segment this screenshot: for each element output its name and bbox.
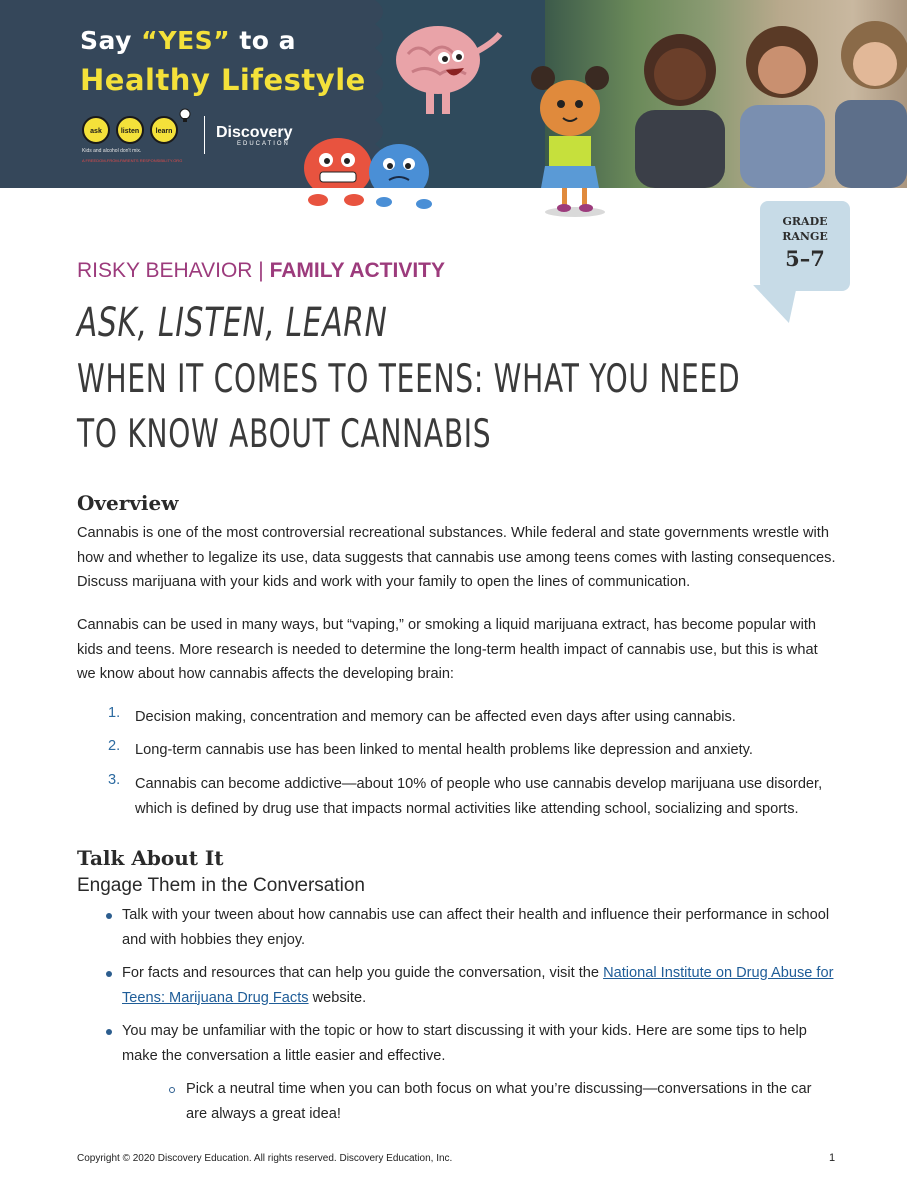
banner-headline — [80, 26, 296, 55]
bullet-text: For facts and resources that can help you guide the conversation, visit the — [122, 965, 604, 981]
partner-logos — [82, 116, 322, 166]
grade-label: GRADE — [782, 215, 828, 228]
copyright-footer: Copyright © 2020 Discovery Education. All rights reserved. Discovery Education, Inc. — [77, 1153, 453, 1164]
list-number: 3. — [108, 772, 121, 788]
overview-paragraph-2: Cannabis can be used in many ways, but “vaping,” or smoking a liquid marijuana extract, has become popular with kids and teens. More research is needed to determine the long-term health impact of cannabis use, but this is what we know about how cannabis affects the developing brain: — [77, 617, 818, 682]
girl-character-icon — [525, 64, 615, 188]
bullet-icon — [106, 971, 112, 977]
headline-say: Say — [80, 26, 142, 55]
talk-subheading: Engage Them in the Conversation — [77, 875, 365, 896]
page-title: ASK, LISTEN, LEARN — [77, 300, 388, 346]
discovery-education-label: EDUCATION — [237, 141, 290, 147]
kicker-category: RISKY BEHAVIOR — [77, 259, 253, 282]
list-item: Cannabis can become addictive—about 10% of people who use cannabis develop marijuana use disorder, which is defined by drug use that impacts normal activities like attending school, socializing and sports. — [135, 776, 823, 817]
bullet-item-resources — [122, 961, 837, 1010]
bullet-icon — [106, 1029, 112, 1035]
banner-headline-2: Healthy Lifestyle — [80, 63, 366, 97]
monster-feet-icon — [298, 188, 438, 214]
discovery-logo: Discovery — [216, 124, 293, 141]
bullet-icon — [106, 913, 112, 919]
overview-heading: Overview — [77, 491, 179, 515]
bullet-text: website. — [308, 989, 367, 1006]
grade-range-badge — [760, 201, 850, 291]
kicker-type: FAMILY ACTIVITY — [269, 259, 445, 282]
list-item: Long-term cannabis use has been linked to mental health problems like depression and anxiety. — [135, 742, 753, 758]
logo-tagline: Kids and alcohol don't mix. — [82, 148, 142, 154]
grade-range-value: 5–7 — [785, 246, 825, 271]
overview-paragraph-1: Cannabis is one of the most controversial recreational substances. While federal and state governments wrestle with how and whether to legalize its use, data suggests that cannabis use among teens comes with lasting consequences. Discuss marijuana with your kids and work with your family to open the lines of communication. — [77, 525, 836, 590]
headline-yes: “YES” — [141, 26, 231, 55]
sub-bullet-item: Pick a neutral time when you can both focus on what you’re discussing—conversations in the car are always a great idea! — [186, 1081, 812, 1122]
list-number: 2. — [108, 738, 121, 754]
logo-divider — [204, 116, 205, 154]
list-number: 1. — [108, 705, 121, 721]
nida-teens-link[interactable]: National Institute on Drug Abuse for Teens: Marijuana Drug Facts — [122, 965, 834, 1006]
header-banner — [0, 0, 907, 188]
page-number: 1 — [829, 1152, 836, 1164]
brain-character-icon — [388, 14, 513, 119]
page-subtitle-line-2: TO KNOW ABOUT CANNABIS — [77, 412, 492, 457]
learn-logo: learn — [150, 116, 178, 144]
page-subtitle-line-1: WHEN IT COMES TO TEENS: WHAT YOU NEED — [77, 357, 741, 402]
bullet-item: You may be unfamiliar with the topic or how to start discussing it with your kids. Here are some tips to help make the conversation a little easier and effective. — [122, 1023, 807, 1064]
talk-about-it-heading: Talk About It — [77, 846, 224, 870]
listen-logo: listen — [116, 116, 144, 144]
section-kicker — [77, 259, 445, 283]
bullet-item: Talk with your tween about how cannabis use can affect their health and influence their performance in school and with hobbies they enjoy. — [122, 907, 830, 948]
kicker-separator: | — [252, 259, 270, 282]
girl-character-legs-icon — [540, 188, 610, 220]
ask-logo: ask — [82, 116, 110, 144]
logo-url: A FREEDOM-FROM-PARENTS RESPONSIBILITY.ORG — [82, 158, 183, 163]
list-item: Decision making, concentration and memory can be affected even days after using cannabis. — [135, 709, 736, 725]
sub-bullet-icon — [169, 1087, 175, 1093]
range-label: RANGE — [782, 230, 828, 243]
headline-to: to a — [230, 26, 297, 55]
blue-monster-icon — [365, 138, 437, 188]
lightbulb-icon — [178, 108, 192, 124]
